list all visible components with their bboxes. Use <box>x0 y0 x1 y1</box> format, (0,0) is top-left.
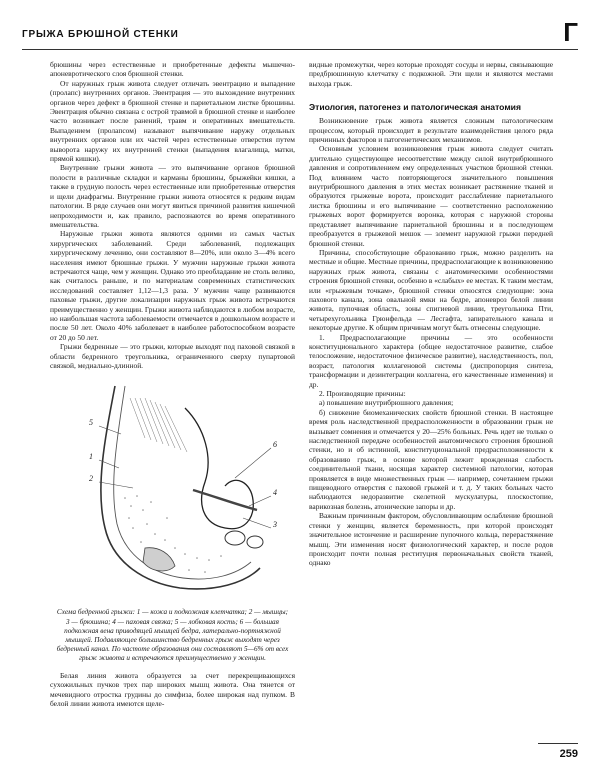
right-column <box>309 60 553 568</box>
paragraph: Причины, способствующие образованию грыж, можно разделить на местные и общие. Местные причины, предрасполагающие к возникновению наружных грыж живота, связаны с анатомическими особенностями строения брюшной стенки, особенно в «слабых» ее местах. К таким местам, или «грыжевым точкам», брюшной стенки относятся следующие: зона пахового канала, зона овальной ямки на бедре, апоневроз белой линии живота, пупочная область, зоны спигиевой линии, треугольника Пти, четырехугольника Грюнфельда — Лесгафта, запирательного канала и некоторые другие. К общим причинам могут быть отнесены следующие. <box>309 247 553 333</box>
paragraph: 2. Производящие причины: <box>319 389 406 398</box>
paragraph: Основным условием возникновения грыж живота следует считать длительно существующее несоответствие между силой внутрибрюшного давления и сопротивлением ему определенных участков брюшной стенки. Под влиянием часто повторяющегося значительного повышения внутрибрюшного давления в этих местах возникает растяжение тканей и образуются грыжевые ворота, происходит расслабление париетального листка брюшины и его выпячивание — соответственно расположению грыжевых ворот формируется воронка, которая с наружной стороны представляет выпячивание париетальной брюшины и в последующем преобразуется в грыжевой мешок — элемент наружной грыжи передней брюшной стенки. <box>309 144 553 248</box>
footer-rule <box>538 743 578 744</box>
paragraph: 1. Предрасполагающие причины — это особенности конституционального характера (общее недостаточное развитие, слабое телосложение, недостаточное физическое развитие), наследственность, пол, возраст, патология коллагеновой системы (диспропорция синтеза, трансформации и дезинтеграции коллагена, его качественные изменения) и др. <box>309 332 553 389</box>
figure-caption <box>56 608 289 663</box>
paragraph: б) снижение биомеханических свойств брюшной стенки. В настоящее время роль наследственной предрасположенности в образовании грыж не вызывает сомнения и отмечается у 20—25% больных. Речь идет не только о наследственной передаче особенностей анатомического строения брюшной стенки, но и об истинной, конституциональной предрасположенности к образованию грыж, в основе которой лежит врожденная слабость соединительной ткани, носящая характер системной патологии, которая проявляется в виде множественных грыж — например, сочетанием грыжи пищеводного отверстия с паховой грыжей и т. д. У таких больных часто наблюдаются недоразвитие скелетной мускулатуры, плоскостопие, варикозная болезнь, атонические запоры и др. <box>309 407 553 511</box>
hernia-sac <box>185 408 253 529</box>
figure-label-6: 6 <box>273 440 277 450</box>
section-letter-mark: Г <box>563 17 578 47</box>
header-rule <box>22 49 578 50</box>
figure-label-3: 3 <box>273 520 277 530</box>
femoral-hernia-figure <box>85 378 285 604</box>
caption-text-end: и встречаются преимущественно у женщин. <box>126 653 266 662</box>
pubic-bone <box>143 548 175 571</box>
page-number: 259 <box>559 748 578 760</box>
hernia-diagram <box>85 378 285 604</box>
paragraph: видные промежутки, через которые проходят сосуды и нервы, связывающие предбрюшинную клетчатку с подкожной. Эти щели и являются местами выхода грыж. <box>309 60 553 88</box>
paragraph: а) повышение внутрибрюшного давления; <box>319 398 454 408</box>
figure-label-4: 4 <box>273 488 277 498</box>
paragraph: Наружные грыжи живота являются одними из самых частых хирургических заболеваний. Среди заболеваний, подлежащих хирургическому лечению, они составляют 8—20%, или около 3—4% всего населения имеют брюшные грыжи. У мужчин наружные грыжи живота встречаются чаще, чем у женщин. Однако это преобладание не столь велико, как считалось раньше, и по материалам современных статистических исследований составляет 1,12—1,3 раза. У мужчин чаще развиваются паховые грыжи, другие локализации наружных грыж живота встречаются преимущественно у женщин. Грыжи живота наблюдаются в любом возрасте, но наибольшая частота заболеваемости отмечается в дошкольном возрасте и после 50 лет. Около 40% заболевает в наиболее работоспособном возрасте от 20 до 50 лет. <box>50 229 295 342</box>
paragraph: Внутренние грыжи живота — это выпячивание органов брюшной полости в различные складки и карманы брюшины, брыжейки кишки, а также в грудную полость через естественные или приобретенные отверстия и щели диафрагмы. Внутренние грыжи живота относятся к редким видам патологии. В ряде случаев они могут явиться причиной развития кишечной непроходимости и, как правило, распознаются во время оперативного вмешательства. <box>50 163 295 229</box>
paragraph: Важным причинным фактором, обусловливающим ослабление брюшной стенки у женщин, является беременность, при которой происходят значительное истончение и расширение пупочного кольца, перерастяжение мышц. Эти изменения носят физиологический характер, и после родов происходит почти полная реституция первоначальных свойств тканей, однако <box>309 511 553 568</box>
figure-label-5: 5 <box>89 418 93 428</box>
left-column <box>50 60 295 709</box>
paragraph: брюшины через естественные и приобретенные дефекты мышечно-апоневротического слоя брюшной стенки. <box>50 60 295 79</box>
paragraph: От наружных грыж живота следует отличать эвентрацию и выпадение (пролапс) внутренних органов. Эвентрация — это выхождение внутренних органов через дефект в брюшной стенке и париетальном листке брюшины. Эвентрация обычно связана с острой травмой в брюшной стенке и наиболее часто возникает после ранений, травм и оперативных вмешательств. Выпадением (пролапсом) называют выпячивание наружу отдельных внутренних органов или их частей через естественные отверстия путем выворота наружу их внутренней стенки (выпадения влагалища, матки, прямой кишки). <box>50 78 295 164</box>
caption-text: Схема бедренной грыжи: 1 — кожа и подкожная клетчатка; 2 — мышцы; 3 — брюшина; 4 — паховая связка; 5 — лобковая кость; 6 — большая подкожная вена приводящей мышцей бедра, латерально-портняжной мышцей. Подавляющее большинство бедренных грыж выходят через бедренный канал. По частоте образования они составляют 5—6% от всех грыж живота <box>56 608 289 662</box>
subcutaneous-layer <box>114 386 251 579</box>
figure-label-1: 1 <box>89 452 93 462</box>
section-heading: Этиология, патогенез и патологическая анатомия <box>309 102 521 113</box>
paragraph: Грыжи бедренные — это грыжи, которые выходят под паховой связкой в области бедренного треугольника, ограниченного сверху пупартовой связкой, медиально-длинной. <box>50 342 295 370</box>
paragraph: Возникновение грыж живота является сложным патологическим процессом, который происходит в результате взаимодействия целого ряда причинных факторов и патогенетических механизмов. <box>309 116 553 145</box>
femoral-vessels <box>225 531 263 548</box>
skin-outline <box>101 386 260 589</box>
muscle-hatching <box>130 398 187 452</box>
paragraph: Белая линия живота образуется за счет перекрещивающихся сухожильных пучков трех пар широких мышц живота. Она тянется от мечевидного отростка грудины до симфиза, более широкая над пупком. В белой линии живота имеются щеле- <box>50 670 295 709</box>
page-header <box>22 17 578 48</box>
running-head: ГРЫЖА БРЮШНОЙ СТЕНКИ <box>22 29 179 40</box>
label-leaders <box>99 426 271 528</box>
figure-label-2: 2 <box>89 474 93 484</box>
